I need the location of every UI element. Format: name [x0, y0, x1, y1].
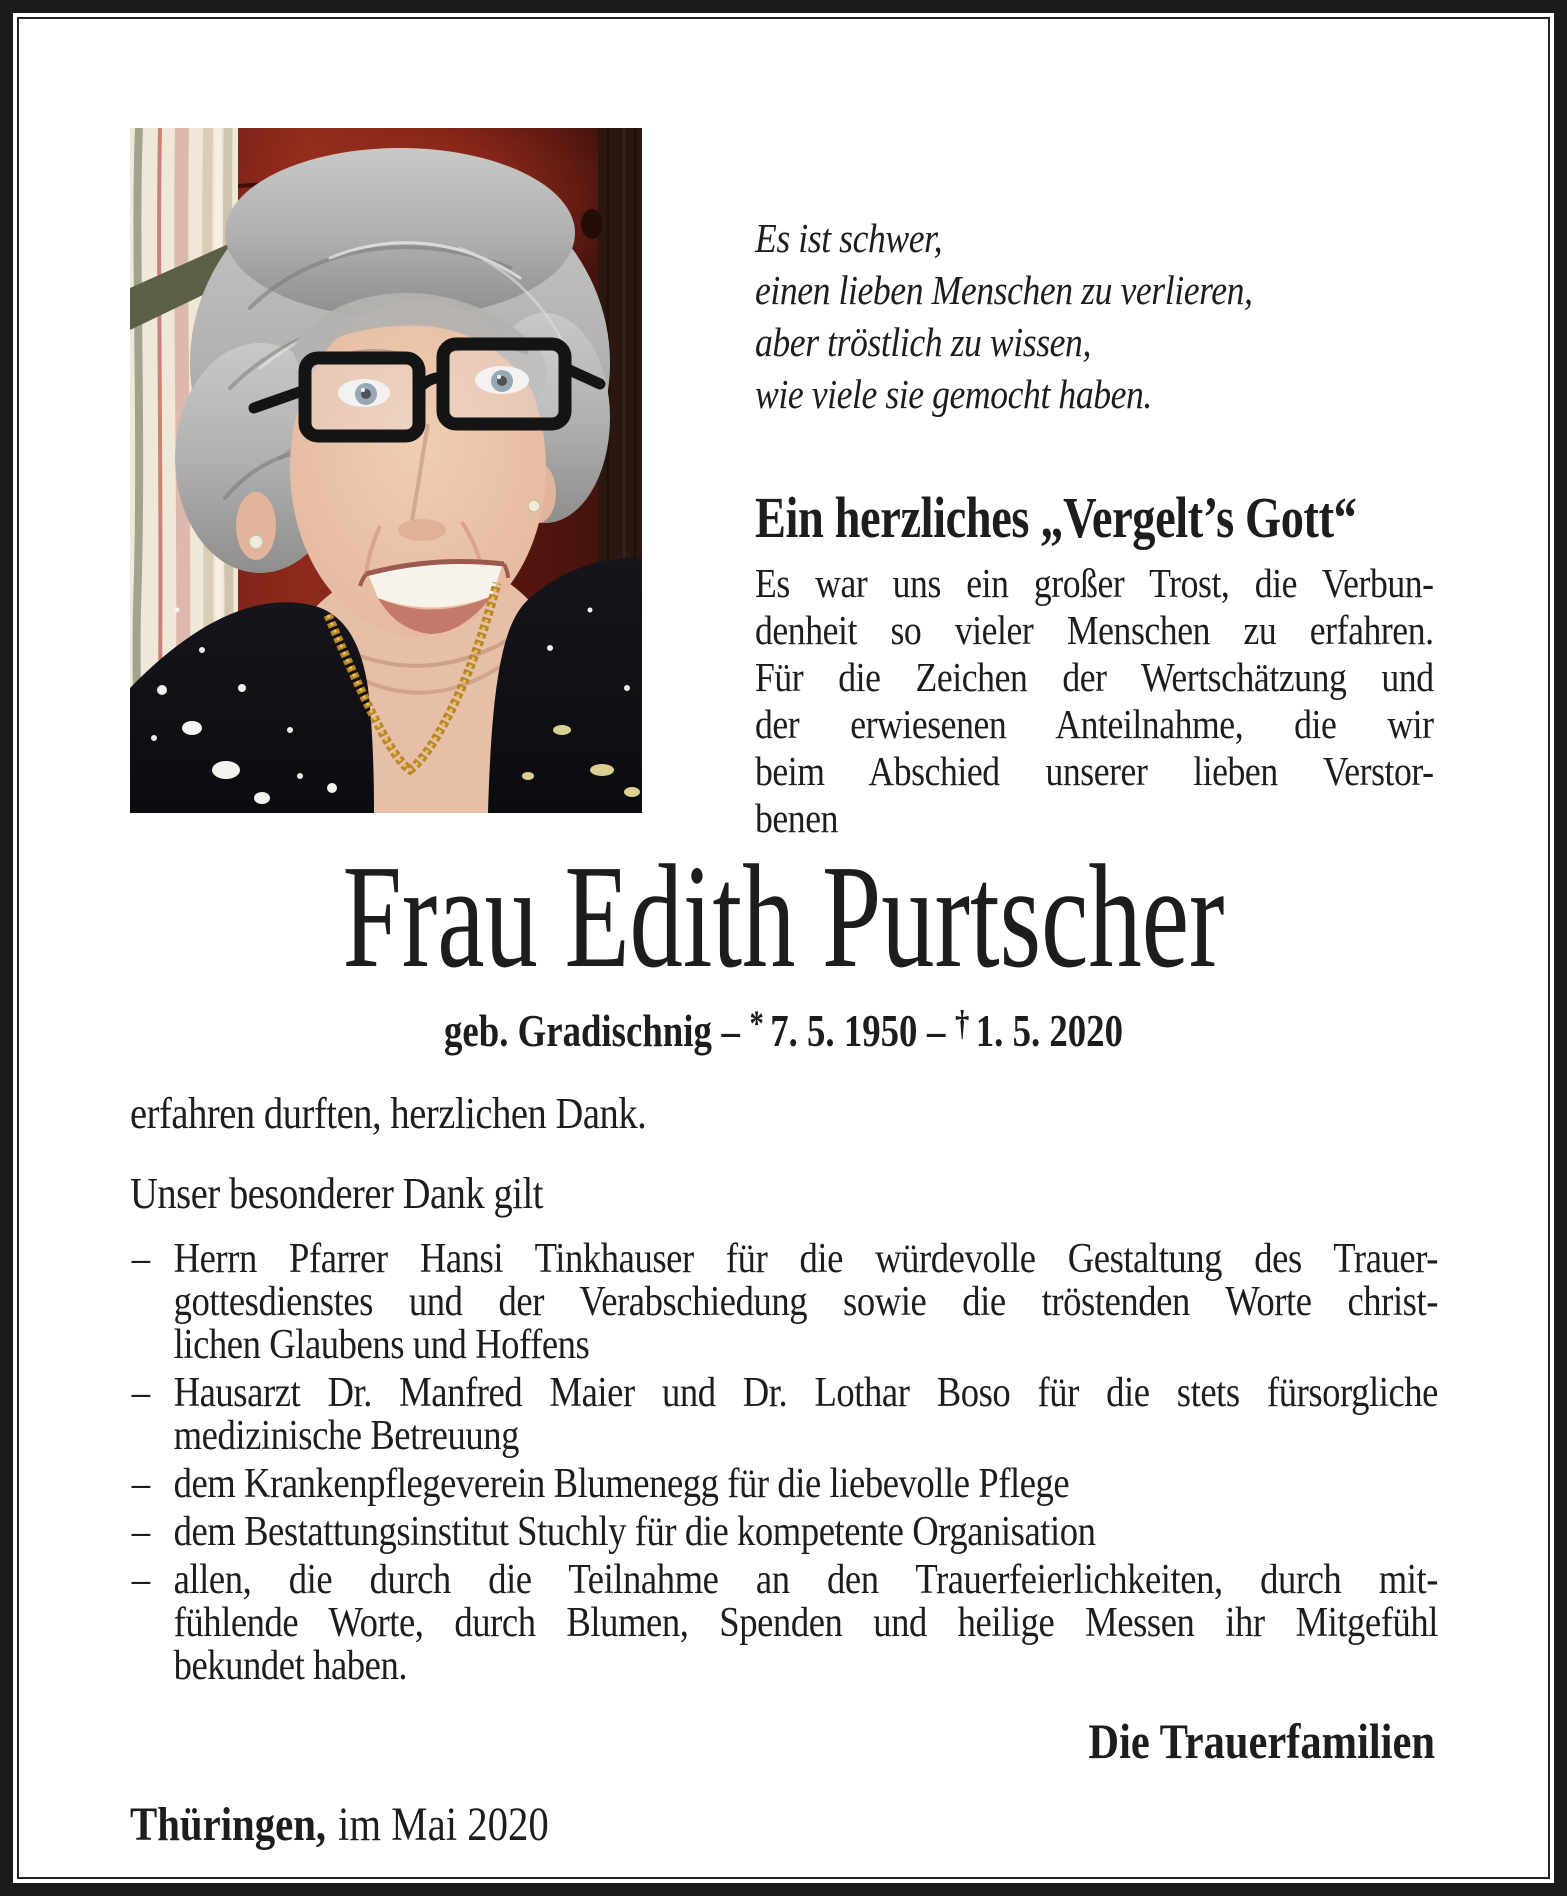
paragraph-line: Es war uns ein großer Trost, die Verbun-	[755, 560, 1434, 606]
thanks-list	[130, 1238, 1438, 1693]
dash-bullet: –	[131, 1461, 150, 1507]
death-cross-symbol: †	[955, 1002, 970, 1043]
thanks-item	[130, 1238, 1438, 1367]
portrait-photo	[130, 128, 642, 813]
intro-paragraph	[755, 560, 1434, 842]
birth-star-symbol: *	[749, 1002, 764, 1043]
thanks-item	[130, 1511, 1438, 1554]
dash-bullet: –	[131, 1557, 150, 1603]
thanks-item-line: allen, die durch die Teilnahme an den Trauerfeierlichkeiten, durch mit-	[173, 1557, 1439, 1603]
dash-bullet: –	[131, 1509, 150, 1555]
dash-bullet: –	[131, 1370, 150, 1416]
thanks-item-line: bekundet haben.	[173, 1643, 408, 1689]
memorial-quote	[755, 212, 1434, 420]
death-date: 1. 5. 2020	[975, 1005, 1123, 1056]
thanks-item-line: medizinische Betreuung	[173, 1413, 519, 1459]
thanks-item-line: dem Krankenpflegeverein Blumenegg für die liebevolle Pflege	[173, 1461, 1070, 1507]
thanks-item-line: Hausarzt Dr. Manfred Maier und Dr. Lothar Boso für die stets fürsorgliche	[173, 1370, 1439, 1416]
thanks-item-line: Herrn Pfarrer Hansi Tinkhauser für die würdevolle Gestaltung des Trauer-	[173, 1236, 1439, 1282]
notice-heading: Ein herzliches „Vergelt’s Gott“	[755, 485, 1357, 550]
paragraph-line: benen	[755, 795, 839, 841]
deceased-dates	[209, 1004, 1359, 1061]
thanks-item	[130, 1559, 1438, 1688]
thanks-close-line: erfahren durften, herzlichen Dank.	[130, 1089, 647, 1138]
dash-bullet: –	[131, 1236, 150, 1282]
thanks-item	[130, 1463, 1438, 1506]
birth-date: 7. 5. 1950	[770, 1005, 918, 1056]
paragraph-line: denheit so vieler Menschen zu erfahren.	[755, 607, 1434, 653]
dateline	[130, 1798, 549, 1852]
dash-separator: –	[927, 1005, 946, 1056]
maiden-name: geb. Gradischnig	[444, 1005, 712, 1056]
quote-line: wie viele sie gemocht haben.	[755, 371, 1152, 417]
deceased-name: Frau Edith Purtscher	[342, 835, 1225, 999]
thanks-item	[130, 1372, 1438, 1458]
quote-line: einen lieben Menschen zu verlieren,	[755, 267, 1253, 313]
dash-separator: –	[721, 1005, 740, 1056]
special-thanks-heading: Unser besonderer Dank gilt	[130, 1169, 544, 1218]
paragraph-line: beim Abschied unserer lieben Verstor-	[755, 748, 1434, 794]
thanks-item-line: gottesdienstes und der Verabschiedung sowie die tröstenden Worte christ-	[173, 1279, 1439, 1325]
paragraph-line: Für die Zeichen der Wertschätzung und	[755, 654, 1434, 700]
paragraph-line: der erwiesenen Anteilnahme, die wir	[755, 701, 1434, 747]
quote-line: aber tröstlich zu wissen,	[755, 319, 1091, 365]
date-text: im Mai 2020	[338, 1798, 549, 1851]
thanks-item-line: dem Bestattungsinstitut Stuchly für die kompetente Organisation	[173, 1509, 1096, 1555]
thanks-item-line: lichen Glaubens und Hoffens	[173, 1322, 590, 1368]
quote-line: Es ist schwer,	[755, 215, 943, 261]
portrait-illustration	[130, 128, 642, 813]
mourning-families-signature: Die Trauerfamilien	[1088, 1713, 1435, 1769]
thanks-item-line: fühlende Worte, durch Blumen, Spenden und heilige Messen ihr Mitgefühl	[173, 1600, 1439, 1646]
place-name: Thüringen,	[130, 1798, 327, 1851]
